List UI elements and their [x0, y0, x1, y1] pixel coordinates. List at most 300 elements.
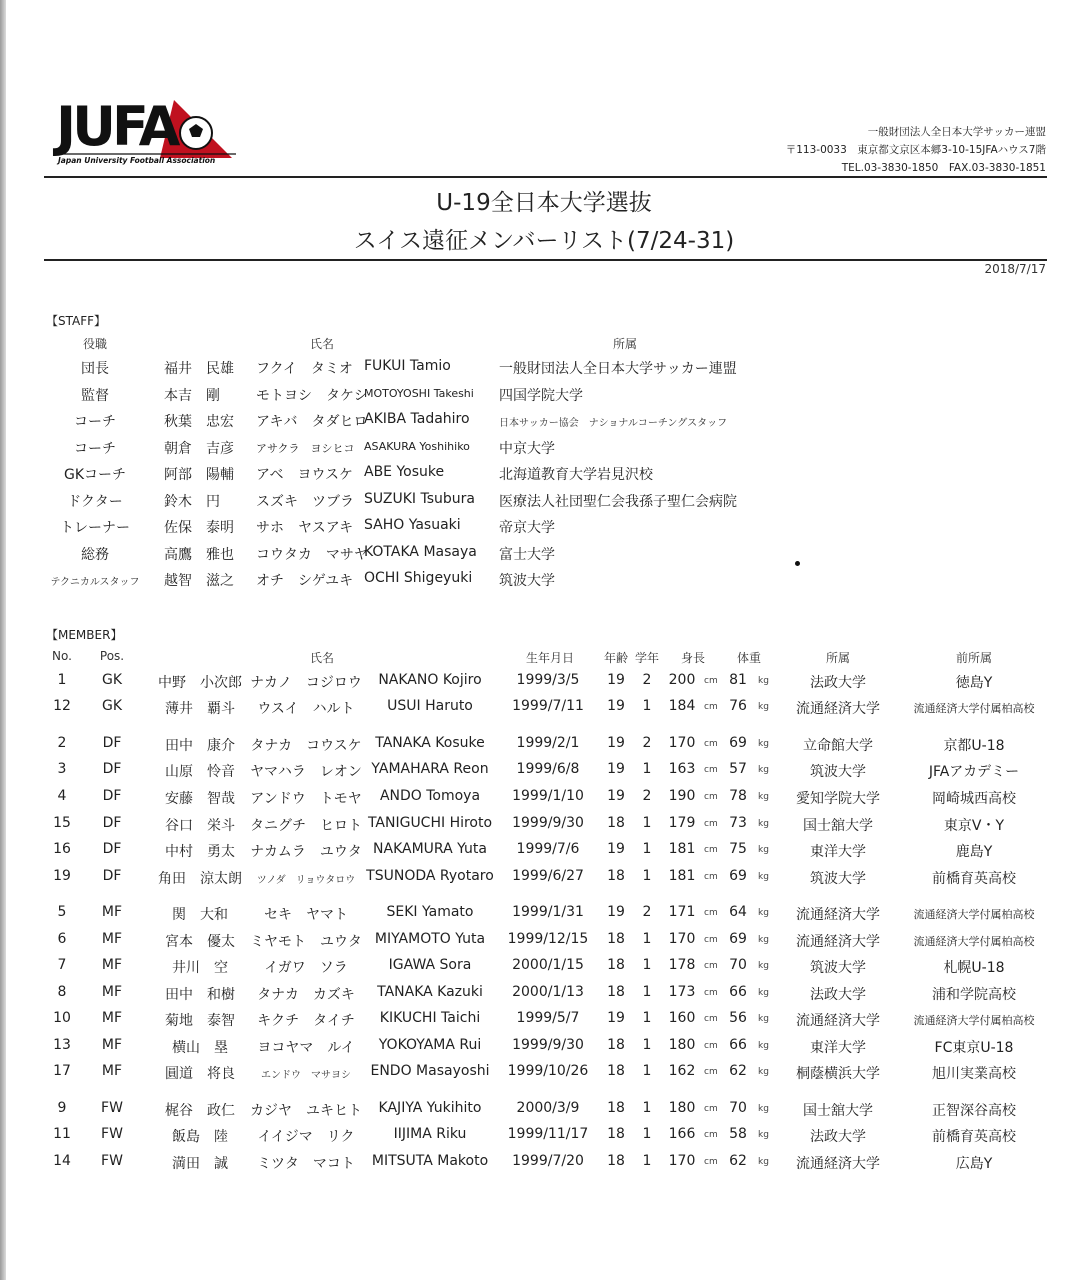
member-number: 19: [53, 868, 71, 884]
member-grade: 1: [642, 841, 652, 857]
member-age: 18: [607, 868, 625, 884]
member-name-kanji: 中野 小次郎: [158, 675, 242, 691]
member-height: 173: [668, 984, 696, 1000]
member-dob: 2000/3/9: [516, 1100, 580, 1116]
staff-affiliation: 一般財団法人全日本大学サッカー連盟: [499, 361, 737, 377]
member-dob: 1999/1/10: [512, 788, 584, 804]
member-previous: 東京V・Y: [943, 818, 1005, 834]
member-weight: 73: [729, 815, 747, 831]
member-age: 19: [607, 735, 625, 751]
member-height: 171: [668, 904, 696, 920]
staff-header-name: 氏名: [309, 337, 335, 351]
member-number: 7: [57, 957, 67, 973]
member-weight: 70: [729, 957, 747, 973]
member-name-kana: タナカ カズキ: [257, 987, 355, 1003]
member-weight-unit: kg: [758, 1041, 769, 1051]
member-grade: 1: [642, 1126, 652, 1142]
staff-name-kana: フクイ タミオ: [256, 361, 353, 377]
member-position: GK: [101, 672, 123, 688]
staff-name-kanji: 高鷹 雅也: [164, 546, 234, 563]
staff-name-kanji: 本吉 剛: [164, 387, 220, 404]
member-position: DF: [102, 841, 122, 857]
member-dob: 1999/2/1: [516, 735, 580, 751]
member-dob: 1999/5/7: [516, 1010, 580, 1026]
member-grade: 1: [642, 984, 652, 1000]
staff-name-roman: SAHO Yasuaki: [364, 517, 461, 533]
member-grade: 1: [642, 931, 652, 947]
staff-role: トレーナー: [60, 520, 130, 536]
member-name-kanji: 安藤 智哉: [165, 791, 235, 807]
member-height-unit: cm: [704, 908, 718, 918]
member-name-kana: ウスイ ハルト: [257, 701, 355, 717]
member-name-kanji: 谷口 栄斗: [165, 818, 235, 834]
member-name-roman: YOKOYAMA Rui: [378, 1037, 482, 1053]
member-previous: 流通経済大学付属柏高校: [913, 702, 1035, 715]
member-number: 13: [53, 1037, 71, 1053]
member-number: 5: [57, 904, 67, 920]
member-previous: 旭川実業高校: [932, 1066, 1016, 1082]
staff-header-role: 役職: [82, 337, 108, 351]
member-grade: 2: [642, 672, 652, 688]
member-weight: 70: [729, 1100, 747, 1116]
org-name: 一般財団法人全日本大学サッカー連盟: [867, 126, 1046, 138]
member-previous: 前橋育英高校: [932, 1129, 1016, 1145]
member-height-unit: cm: [704, 792, 718, 802]
member-previous: 京都U-18: [943, 738, 1005, 754]
member-age: 18: [607, 815, 625, 831]
member-dob: 1999/3/5: [516, 672, 580, 688]
member-name-kanji: 山原 怜音: [165, 764, 235, 780]
member-number: 6: [57, 931, 67, 947]
member-name-roman: IGAWA Sora: [388, 957, 472, 973]
staff-affiliation: 富士大学: [499, 546, 555, 563]
member-header-no: No.: [52, 649, 72, 663]
member-height-unit: cm: [704, 819, 718, 829]
member-name-kanji: 梶谷 政仁: [165, 1103, 235, 1119]
member-name-roman: ENDO Masayoshi: [370, 1063, 490, 1079]
member-name-roman: KIKUCHI Taichi: [379, 1010, 481, 1026]
member-height-unit: cm: [704, 961, 718, 971]
staff-role: コーチ: [74, 440, 116, 457]
member-age: 18: [607, 957, 625, 973]
member-height-unit: cm: [704, 765, 718, 775]
member-name-kana: キクチ タイチ: [257, 1013, 355, 1029]
staff-name-kanji: 越智 滋之: [164, 573, 234, 589]
member-position: DF: [102, 815, 122, 831]
staff-name-kana: アベ ヨウスケ: [256, 467, 354, 483]
member-dob: 1999/7/6: [516, 841, 580, 857]
member-grade: 1: [642, 957, 652, 973]
staff-name-kanji: 鈴木 円: [164, 493, 220, 510]
staff-name-roman: KOTAKA Masaya: [364, 543, 477, 560]
member-height: 200: [668, 672, 696, 688]
member-name-kana: イイジマ リク: [257, 1129, 355, 1145]
member-weight: 66: [729, 1037, 747, 1053]
member-name-kana: ナカムラ ユウタ: [250, 844, 362, 860]
member-age: 19: [607, 788, 625, 804]
staff-name-roman: FUKUI Tamio: [364, 358, 451, 374]
member-weight: 69: [729, 735, 747, 751]
member-grade: 1: [642, 1010, 652, 1026]
header-rule: [44, 176, 1047, 178]
member-number: 1: [57, 672, 67, 688]
member-age: 19: [607, 1010, 625, 1026]
member-number: 15: [53, 815, 71, 831]
staff-section-label: 【STAFF】: [46, 314, 107, 328]
member-height: 180: [668, 1100, 696, 1116]
member-position: GK: [101, 698, 123, 714]
staff-affiliation: 帝京大学: [499, 520, 555, 536]
member-number: 17: [53, 1063, 71, 1079]
member-position: MF: [101, 957, 123, 973]
member-name-roman: MITSUTA Makoto: [371, 1153, 489, 1169]
staff-name-kana: モトヨシ タケシ: [256, 387, 368, 404]
member-height-unit: cm: [704, 1067, 718, 1077]
member-number: 2: [57, 735, 67, 751]
member-height-unit: cm: [704, 676, 718, 686]
member-dob: 1999/11/17: [507, 1126, 589, 1142]
member-weight-unit: kg: [758, 1104, 769, 1114]
member-age: 19: [607, 761, 625, 777]
member-height: 180: [668, 1037, 696, 1053]
member-name-kanji: 満田 誠: [172, 1156, 228, 1172]
member-name-kanji: 田中 和樹: [165, 987, 235, 1003]
member-number: 10: [53, 1010, 71, 1026]
member-name-roman: KAJIYA Yukihito: [378, 1100, 482, 1116]
staff-role: GKコーチ: [63, 467, 127, 483]
member-dob: 1999/10/26: [507, 1063, 589, 1079]
member-grade: 2: [642, 904, 652, 920]
member-grade: 1: [642, 1063, 652, 1079]
member-position: DF: [102, 788, 122, 804]
member-height-unit: cm: [704, 872, 718, 882]
member-header-pos: Pos.: [99, 649, 125, 663]
member-weight: 57: [729, 761, 747, 777]
member-position: FW: [101, 1153, 123, 1169]
member-weight: 58: [729, 1126, 747, 1142]
member-age: 19: [607, 698, 625, 714]
staff-name-kana: スズキ ツブラ: [256, 493, 354, 510]
member-dob: 1999/12/15: [507, 931, 589, 947]
staff-role: 総務: [81, 546, 109, 563]
member-header-previous: 前所属: [955, 651, 993, 665]
member-affiliation: 流通経済大学: [796, 1013, 880, 1029]
member-number: 16: [53, 841, 71, 857]
member-previous: 前橋育英高校: [932, 871, 1016, 887]
member-grade: 1: [642, 1100, 652, 1116]
member-position: FW: [101, 1126, 123, 1142]
member-weight: 64: [729, 904, 747, 920]
member-name-kana: イガワ ソラ: [264, 960, 348, 976]
member-header-age: 年齢: [603, 651, 629, 665]
member-affiliation: 筑波大学: [810, 871, 866, 887]
member-affiliation: 法政大学: [810, 1129, 866, 1145]
member-weight-unit: kg: [758, 872, 769, 882]
staff-role: テクニカルスタッフ: [50, 577, 140, 588]
member-age: 18: [607, 1153, 625, 1169]
member-previous: 鹿島Y: [955, 844, 993, 860]
member-weight: 75: [729, 841, 747, 857]
member-name-kana: カジヤ ユキヒト: [250, 1103, 362, 1119]
member-weight: 56: [729, 1010, 747, 1026]
member-header-height: 身長: [680, 651, 706, 665]
member-position: FW: [101, 1100, 123, 1116]
member-affiliation: 法政大学: [810, 987, 866, 1003]
member-name-roman: IIJIMA Riku: [393, 1126, 467, 1142]
member-height: 178: [668, 957, 696, 973]
member-dob: 1999/9/30: [512, 815, 584, 831]
member-affiliation: 筑波大学: [810, 960, 866, 976]
member-height-unit: cm: [704, 702, 718, 712]
member-name-kana: ツノダ リョウタロウ: [256, 875, 356, 886]
org-address: 〒113-0033 東京都文京区本郷3-10-15JFAハウス7階: [785, 144, 1046, 156]
member-name-kanji: 圓道 将良: [165, 1066, 235, 1082]
member-weight-unit: kg: [758, 1157, 769, 1167]
member-position: MF: [101, 984, 123, 1000]
staff-name-kanji: 秋葉 忠宏: [164, 414, 234, 430]
member-affiliation: 愛知学院大学: [796, 791, 880, 807]
member-name-kanji: 菊地 泰智: [165, 1013, 235, 1029]
org-contact: TEL.03-3830-1850 FAX.03-3830-1851: [841, 162, 1046, 174]
member-number: 11: [53, 1126, 71, 1142]
staff-name-kana: コウタカ マサヤ: [256, 546, 368, 563]
member-section-label: 【MEMBER】: [46, 628, 123, 642]
member-weight-unit: kg: [758, 935, 769, 945]
member-height-unit: cm: [704, 1014, 718, 1024]
member-affiliation: 流通経済大学: [796, 701, 880, 717]
member-height-unit: cm: [704, 1157, 718, 1167]
staff-name-kanji: 阿部 陽輔: [164, 467, 234, 483]
staff-name-kana: アキバ タダヒロ: [256, 414, 368, 430]
staff-name-kanji: 佐保 泰明: [164, 520, 234, 536]
member-weight: 76: [729, 698, 747, 714]
member-height: 162: [668, 1063, 696, 1079]
member-height-unit: cm: [704, 739, 718, 749]
member-name-kana: アンドウ トモヤ: [250, 791, 362, 807]
member-height: 166: [668, 1126, 696, 1142]
member-previous: 岡崎城西高校: [932, 791, 1016, 807]
member-name-roman: TSUNODA Ryotaro: [366, 868, 494, 884]
member-name-kana: ナカノ コジロウ: [250, 675, 362, 691]
member-age: 18: [607, 1126, 625, 1142]
member-previous: 正智深谷高校: [932, 1103, 1016, 1119]
staff-affiliation: 中京大学: [499, 440, 555, 457]
member-name-kanji: 宮本 優太: [165, 934, 235, 950]
member-name-kanji: 横山 塁: [172, 1040, 228, 1056]
member-height: 190: [668, 788, 696, 804]
member-age: 18: [607, 1100, 625, 1116]
member-weight-unit: kg: [758, 792, 769, 802]
member-height-unit: cm: [704, 1104, 718, 1114]
member-height-unit: cm: [704, 988, 718, 998]
member-dob: 1999/1/31: [512, 904, 584, 920]
member-weight: 78: [729, 788, 747, 804]
member-name-kanji: 角田 涼太朗: [158, 871, 242, 887]
member-header-weight: 体重: [736, 651, 762, 665]
member-affiliation: 流通経済大学: [796, 1156, 880, 1172]
member-position: MF: [101, 931, 123, 947]
member-height-unit: cm: [704, 845, 718, 855]
member-previous: JFAアカデミー: [928, 764, 1020, 780]
member-affiliation: 東洋大学: [810, 1040, 866, 1056]
document-subtitle: スイス遠征メンバーリスト(7/24-31): [353, 228, 735, 254]
member-affiliation: 法政大学: [810, 675, 866, 691]
staff-header-affiliation: 所属: [612, 337, 638, 351]
member-height: 163: [668, 761, 696, 777]
member-number: 14: [53, 1153, 71, 1169]
member-weight-unit: kg: [758, 1014, 769, 1024]
member-height: 181: [668, 841, 696, 857]
staff-role: 監督: [81, 387, 109, 404]
staff-name-kana: サホ ヤスアキ: [256, 520, 354, 536]
member-height-unit: cm: [704, 1130, 718, 1140]
member-number: 9: [57, 1100, 67, 1116]
title-rule: [44, 259, 1047, 261]
member-dob: 1999/9/30: [512, 1037, 584, 1053]
member-weight-unit: kg: [758, 702, 769, 712]
staff-affiliation: 四国学院大学: [499, 387, 583, 404]
member-height-unit: cm: [704, 1041, 718, 1051]
staff-role: コーチ: [74, 414, 116, 430]
member-grade: 1: [642, 815, 652, 831]
member-dob: 1999/6/8: [516, 761, 580, 777]
staff-role: 団長: [81, 361, 109, 377]
document-title: U-19全日本大学選抜: [436, 190, 652, 216]
member-affiliation: 国士舘大学: [803, 818, 873, 834]
member-name-roman: TANAKA Kazuki: [377, 984, 483, 1000]
staff-name-roman: ASAKURA Yoshihiko: [364, 439, 470, 453]
member-name-kana: ミヤモト ユウタ: [250, 934, 362, 950]
member-age: 19: [607, 672, 625, 688]
member-height: 160: [668, 1010, 696, 1026]
member-name-roman: NAKAMURA Yuta: [373, 841, 487, 857]
member-name-kana: セキ ヤマト: [264, 907, 348, 923]
member-height: 170: [668, 931, 696, 947]
staff-affiliation: 医療法人社団聖仁会我孫子聖仁会病院: [499, 493, 737, 510]
logo-subtitle: Japan University Football Association: [58, 156, 216, 165]
member-affiliation: 筑波大学: [810, 764, 866, 780]
member-name-kanji: 飯島 陸: [172, 1129, 228, 1145]
staff-name-roman: MOTOYOSHI Takeshi: [364, 386, 474, 400]
member-previous: 流通経済大学付属柏高校: [913, 908, 1035, 921]
member-grade: 1: [642, 1153, 652, 1169]
staff-name-roman: ABE Yosuke: [364, 464, 445, 480]
member-grade: 2: [642, 788, 652, 804]
member-age: 18: [607, 1063, 625, 1079]
member-name-kanji: 田中 康介: [165, 738, 235, 754]
member-grade: 2: [642, 735, 652, 751]
member-name-kanji: 中村 勇太: [165, 844, 235, 860]
member-affiliation: 流通経済大学: [796, 934, 880, 950]
member-header-grade: 学年: [634, 651, 660, 665]
member-age: 19: [607, 841, 625, 857]
staff-name-roman: SUZUKI Tsubura: [364, 490, 475, 507]
member-dob: 1999/7/11: [512, 698, 584, 714]
member-age: 19: [607, 904, 625, 920]
member-previous: 徳島Y: [955, 675, 993, 691]
member-name-roman: SEKI Yamato: [386, 904, 474, 920]
member-name-kana: エンドウ マサヨシ: [261, 1070, 351, 1081]
staff-role: ドクター: [67, 493, 123, 510]
member-weight: 69: [729, 868, 747, 884]
member-previous: 流通経済大学付属柏高校: [913, 935, 1035, 948]
member-name-kana: ヨコヤマ ルイ: [257, 1040, 355, 1056]
member-name-kanji: 関 大和: [172, 907, 228, 923]
member-name-roman: YAMAHARA Reon: [371, 761, 489, 777]
member-name-kanji: 薄井 覇斗: [165, 701, 235, 717]
member-position: MF: [101, 904, 123, 920]
member-affiliation: 国士舘大学: [803, 1103, 873, 1119]
member-weight-unit: kg: [758, 1067, 769, 1077]
member-number: 8: [57, 984, 67, 1000]
member-name-roman: ANDO Tomoya: [379, 788, 481, 804]
member-weight: 66: [729, 984, 747, 1000]
member-number: 12: [53, 698, 71, 714]
member-header-name: 氏名: [309, 651, 335, 665]
member-dob: 2000/1/13: [512, 984, 584, 1000]
member-number: 4: [57, 788, 67, 804]
member-position: DF: [102, 735, 122, 751]
member-position: MF: [101, 1010, 123, 1026]
member-weight: 69: [729, 931, 747, 947]
member-name-kana: タナカ コウスケ: [250, 738, 362, 754]
member-previous: FC東京U-18: [934, 1040, 1014, 1056]
member-weight-unit: kg: [758, 1130, 769, 1140]
member-grade: 1: [642, 868, 652, 884]
staff-affiliation: 筑波大学: [499, 573, 555, 589]
member-height: 184: [668, 698, 696, 714]
member-affiliation: 流通経済大学: [796, 907, 880, 923]
member-position: MF: [101, 1063, 123, 1079]
member-previous: 札幌U-18: [943, 960, 1005, 976]
staff-name-roman: AKIBA Tadahiro: [364, 411, 470, 427]
member-grade: 1: [642, 761, 652, 777]
member-height-unit: cm: [704, 935, 718, 945]
member-weight-unit: kg: [758, 819, 769, 829]
staff-name-roman: OCHI Shigeyuki: [364, 570, 473, 586]
member-previous: 広島Y: [955, 1156, 993, 1172]
member-weight: 81: [729, 672, 747, 688]
member-weight-unit: kg: [758, 988, 769, 998]
member-position: DF: [102, 761, 122, 777]
member-name-kanji: 井川 空: [172, 960, 228, 976]
document-date: 2018/7/17: [984, 262, 1046, 276]
member-height: 170: [668, 735, 696, 751]
member-number: 3: [57, 761, 67, 777]
member-weight: 62: [729, 1153, 747, 1169]
member-age: 18: [607, 1037, 625, 1053]
member-name-kana: ミツタ マコト: [257, 1156, 355, 1172]
member-weight-unit: kg: [758, 908, 769, 918]
member-name-roman: USUI Haruto: [387, 698, 473, 714]
member-weight: 62: [729, 1063, 747, 1079]
member-name-roman: TANIGUCHI Hiroto: [367, 815, 493, 831]
member-dob: 1999/6/27: [512, 868, 584, 884]
staff-name-kanji: 朝倉 吉彦: [164, 440, 234, 457]
member-name-roman: TANAKA Kosuke: [375, 735, 485, 751]
member-grade: 1: [642, 698, 652, 714]
member-weight-unit: kg: [758, 676, 769, 686]
member-height: 181: [668, 868, 696, 884]
member-weight-unit: kg: [758, 765, 769, 775]
staff-name-kana: アサクラ ヨシヒコ: [256, 441, 355, 455]
member-grade: 1: [642, 1037, 652, 1053]
member-position: DF: [102, 868, 122, 884]
member-affiliation: 桐蔭横浜大学: [796, 1066, 880, 1082]
member-weight-unit: kg: [758, 961, 769, 971]
member-previous: 浦和学院高校: [932, 987, 1016, 1003]
stray-dot: [795, 561, 800, 566]
